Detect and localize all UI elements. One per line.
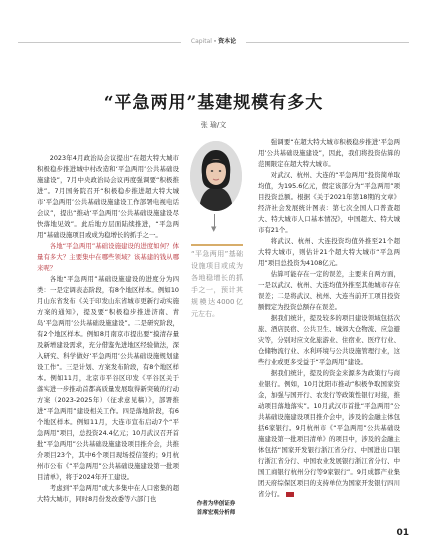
article-title: “平急两用”基建规模有多大 [103,93,324,113]
paragraph: 估算可能存在一定的误差，主要来自两方面，一是以武汉、杭州、大连均值外推至其他城市存在误差；二是将武汉、杭州、大连当前开工项目投资额假定为投资总额存在误差。 [258,270,400,311]
paragraph: 2023年4月政治局会议提出“在超大特大城市积极稳步推进城中村改造和‘平急两用’公共基础设施建设”，7月中央政治局会议再度强调要“积极推进”。7月国务院召开“积极稳步推进超大特大城市‘平急两用’公共基础设施建设工作部署电视电话会议”，提出“推动‘平急两用’公共基础设施建设尽快落地见效”。此后地方层面陆续推进，“平急两用”基础设施项目或成为稳增长的抓手之一。 [37,154,179,239]
section-header [0,37,427,47]
header-rule-left [18,42,181,43]
paragraph: 据我们统计，提及较多的项目建设领域包括次旅、酒店民宿、公共卫生、城郊大仓物流、应急避灾等，分别对应文化旅游业、住宿业、医疗行业、仓储物流行业、水利环境与公共设施管理行业，这些行业或更多受益于“平急两用”建设。 [258,314,400,366]
author-signature [178,500,254,518]
left-column [37,153,179,505]
right-column [258,137,400,500]
section-label: Capital · 资本论 [190,38,237,45]
pull-quote-bar [191,244,243,246]
paragraph: 考虑到“平急两用”或大多集中在人口密集的超大特大城市，同时8月份发改委等六部门也 [37,484,179,503]
paragraph: 对武汉、杭州、大连的“平急两用”投资简单取均值，为195.6亿元，假定该部分为“平急两用”项目投资总额。根据《关于2021年第18期的文章》经济社会发展统计图表：第七次全国人口普查超大、特大城市人口基本情况》，中国超大、特大城市有21个。 [258,171,400,234]
signature-line-1: 作者为华创证券 [196,501,236,507]
paragraph: 各地“平急两用”基础设施建设的进度如何？体量有多大？主要集中在哪些领域？该基建的钱从哪来呢？ [37,242,179,272]
author-photo [190,141,242,211]
pull-quote-text: “平急两用”基础设施项目或成为各地稳增长的抓手之一，预计其规模达4000亿元左右。 [191,250,243,318]
end-mark: CW [286,492,294,497]
pull-quote [191,244,243,320]
byline: 张 瑜/文 [200,121,227,129]
header-rule-right [246,42,409,43]
signature-line-2: 首席宏观分析师 [196,510,236,516]
page-number: 01 [396,528,409,538]
author-portrait-icon [190,141,242,211]
paragraph: 强调要“在超大特大城市积极稳步推进‘平急两用’公共基础设施建设”，因此，我们将投资估算的范围限定在超大特大城市。 [258,138,400,168]
paragraph: 将武汉、杭州、大连投资均值外推至21个超大特大城市，则估计21个超大特大城市“平急两用”项目总投资为4108亿元。 [258,237,400,267]
paragraph: 各地“平急两用”基础设施建设的进度分为四类：一是定调表态阶段，有8个地区样本。例如10月山东省发布《关于印发山东省城市更新行动实施方案的通知》，提及要“积极稳步推进济南、青岛‘平急两用’公共基础设施建设”。二是研究阶段，有2个地区样本。例如8月南京市提出要“摸清存量及新增建设需求，充分借鉴先进地区经验做法，深入研究、科学做好‘平急两用’公共基础设施规划建设工作”。三是计划、方案发布阶段，有8个地区样本。例如11月，北京市平谷区印发《平谷区关于落实进一步推动首都高质量发展取得新突破的行动方案（2023-2025年）（征求意见稿）》，部署推进“平急两用”建设相关工作。四是落地阶段，有6个地区样本。例如11月，大连市宣布启动7个“平急两用”项目，总投资24.4亿元；10月武汉召开首批“平急两用”公共基础设施建设项目推介会，共推介项目23个，其中6个项目现场授信签约；9月杭州市公布《“平急两用”公共基础设施建设第一批项目清单》，将于2024年开工建设。 [37,275,179,481]
arrow-down-icon: ▼ [211,225,217,233]
paragraph: 据我们统计，提及的资金来源多为政策行与商业银行。例如，10月沈阳市推动“积极争取国家资金，加强与国开行、农发行等政策性银行对接，推动项目落地落实”。10月武汉市首批“平急两用”公共基础设施建设项目推介会中，涉及的金融主体包括6家银行。9月杭州市《“平急两用”公共基础设施建设第一批项目清单》的项目中，涉及的金融主体包括“国家开发银行浙江省分行、中国进出口银行浙江省分行、中国农业发展银行浙江省分行、中国工商银行杭州分行等9家银行”。9月成都产业集团天府综保区项目的支持单位为国家开发银行四川省分行。 CW [258,369,400,498]
